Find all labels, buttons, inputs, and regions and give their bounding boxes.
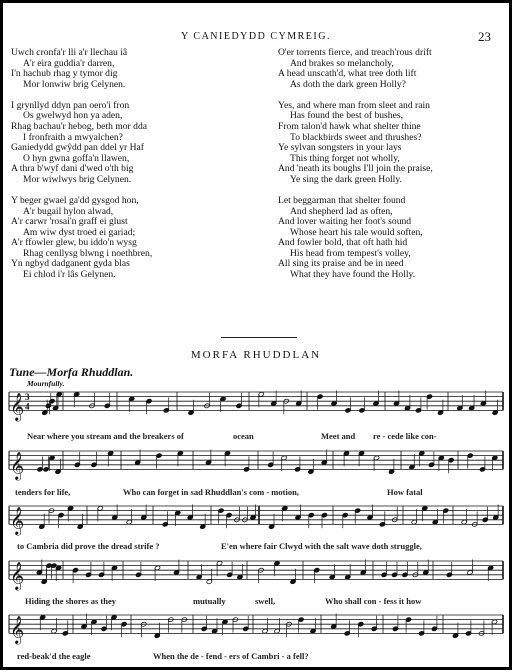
treble-clef-icon: 𝄞 — [10, 451, 25, 480]
lyric-text: Near where you stream and the breakers of — [27, 431, 184, 441]
lyric-text: swell, — [255, 596, 276, 606]
poem-line: Y beger gwael ga'dd gysgod hon, — [11, 194, 139, 206]
poem-line: Whose heart his tale would soften, — [290, 226, 423, 238]
poem-line: Yn ngbyd dadganent gyda blas — [11, 258, 130, 270]
poem-line: Ganiedydd gwŷdd pan ddel yr Haf — [11, 142, 144, 154]
lyric-text: When the de - fend - ers of Cambri - a fell? — [153, 651, 309, 661]
poem-line: And brakes so melancholy, — [290, 57, 394, 69]
lyric-text: mutually — [193, 596, 226, 606]
lyric-text: red-beak'd the eagle — [17, 651, 91, 661]
poem-line: A'r ffowler glew, bu iddo'n wysg — [11, 237, 137, 249]
treble-clef-icon: 𝄞 — [10, 615, 25, 644]
poem-line: I'n hachub rhag y tymor dig — [11, 68, 118, 80]
lyric-text: Who shall con - fess it how — [325, 596, 422, 606]
poem-line: A head unscath'd, what tree doth lift — [278, 68, 417, 80]
treble-clef-icon: 𝄞 — [10, 392, 25, 421]
tempo-mark: Mournfully. — [27, 379, 65, 388]
lyric-text: Meet and — [321, 431, 356, 441]
poem-line: Mor lonwiw brig Celynen. — [23, 78, 126, 90]
poem-line: As doth the dark green Holly? — [290, 78, 406, 90]
poem-line: Ye sylvan songsters in your lays — [278, 142, 402, 154]
treble-clef-icon: 𝄞 — [10, 506, 25, 535]
song-title: MORFA RHUDDLAN — [190, 349, 322, 361]
poem-line: I fronfraith a mwyalchen? — [23, 131, 123, 143]
poem-line: Rhag cenllysg blwng i noethbren, — [23, 247, 153, 259]
lyric-text: How fatal — [387, 487, 423, 497]
poem-line: A'r carwr 'rosai'n graff ei glust — [11, 216, 128, 228]
poem-line: Yes, and where man from sleet and rain — [278, 99, 430, 111]
poem-line: Os gwelwyd hon ya aden, — [23, 110, 123, 122]
poem-line: From talon'd hawk what shelter thine — [278, 120, 421, 132]
lyric-text: tenders for life, — [15, 487, 71, 497]
lyric-text: re - cede like con- — [373, 431, 437, 441]
poem-line: Ye sing the dark green Holly. — [290, 173, 402, 185]
lyric-text: Hiding the shores as they — [25, 596, 116, 606]
tune-label: Tune—Morfa Rhuddlan. — [9, 365, 134, 379]
poem-line: What they have found the Holly. — [290, 269, 416, 281]
lyric-text: Who can forget in sad Rhuddlan's com - motion, — [123, 487, 299, 497]
poem-line: A thra b'wyf dani d'wed o'th big — [11, 163, 134, 175]
page — [3, 3, 509, 667]
poem-line: Am wiw dyst troed ei gariad; — [23, 226, 136, 238]
poem-line: Mor wiwlwys brig Celynen. — [23, 173, 132, 185]
poem-line: I grynllyd ddyn pan oero'i fron — [11, 99, 130, 111]
poem-line: Ei chlod i'r lâs Gelynen. — [23, 269, 116, 281]
page-number: 23 — [478, 29, 491, 44]
treble-clef-icon: 𝄞 — [10, 561, 25, 590]
poem-line: Uwch cronfa'r lli a'r llechau iâ — [11, 47, 128, 58]
poem-line: This thing forget not wholly, — [290, 152, 400, 164]
poem-line: A'r eira guddia'r darren, — [23, 57, 115, 69]
poem-line: To blackbirds sweet and thrushes? — [290, 131, 422, 143]
poem-line: And shepherd lad as often, — [290, 205, 393, 217]
poem-line: All sing its praise and be in need — [278, 258, 404, 270]
lyric-text: ocean — [233, 431, 254, 441]
lyric-text: E'en where fair Clwyd with the salt wave doth struggle, — [221, 541, 422, 551]
poem-line: His head from tempest's volley, — [290, 247, 411, 259]
poem-line: And 'neath its boughs I'll join the praise, — [278, 163, 433, 175]
poem-line: A'r bugail hylon alwad, — [23, 205, 114, 217]
time-signature-top: 3 — [25, 392, 30, 402]
poem-line: Has found the best of bushes, — [290, 110, 403, 122]
poem-line: O'er torrents fierce, and treach'rous drift — [278, 47, 432, 58]
poem-line: And fowler bold, that oft hath hid — [278, 237, 408, 249]
poem-line: Rhag bachau'r hebog, beth mor dda — [11, 120, 147, 132]
poem-line: Let beggarman that shelter found — [278, 194, 406, 206]
poem-line: And lover waiting her foot's sound — [278, 216, 412, 228]
lyric-text: to Cambria did prove the dread strife ? — [17, 541, 160, 551]
time-signature-bottom: 4 — [25, 401, 30, 412]
poem-line: O hyn gwna goffa'n llawen, — [23, 152, 130, 164]
running-title: Y CANIEDYDD CYMREIG. — [181, 31, 331, 42]
music-score — [3, 3, 509, 667]
